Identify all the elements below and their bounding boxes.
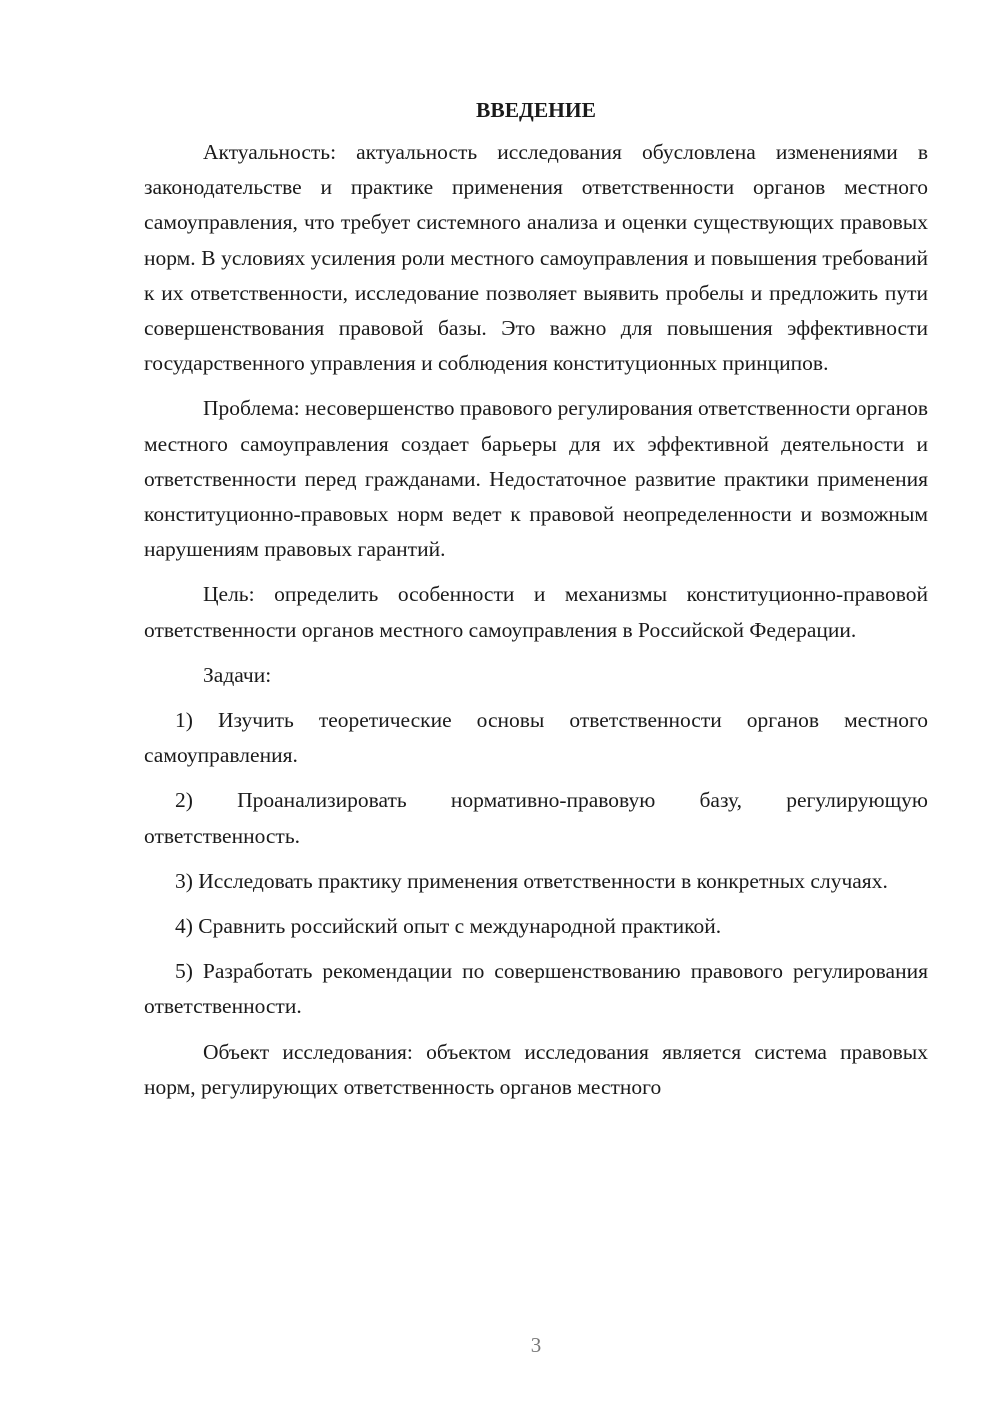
page-title: ВВЕДЕНИЕ (476, 98, 596, 122)
list-item-task-5: 5) Разработать рекомендации по совершенствованию правового регулирования ответственности. (144, 959, 928, 1019)
list-item-task-1: 1) Изучить теоретические основы ответственности органов местного самоуправления. (144, 708, 928, 768)
page-content (144, 94, 928, 1115)
list-item-task-2: 2) Проанализировать нормативно-правовую базу, регулирующую ответственность. (144, 788, 928, 848)
paragraph-problem: Проблема: несовершенство правового регулирования ответственности органов местного самоуправления создает барьеры для их эффективной деятельности и ответственности перед гражданами. Недостаточное развитие практики применения конституционно-правовых норм ведет к правовой неопределенности и возможным нарушениям правовых гарантий. (144, 396, 928, 562)
paragraph-tasks-heading: Задачи: (203, 662, 272, 687)
page-number: 3 (530, 1333, 542, 1357)
paragraph-goal: Цель: определить особенности и механизмы конституционно-правовой ответственности органов местного самоуправления в Российской Федерации. (144, 582, 928, 642)
list-item-task-4: 4) Сравнить российский опыт с международной практикой. (175, 914, 722, 939)
paragraph-object: Объект исследования: объектом исследования является система правовых норм, регулирующих ответственность органов местного (144, 1039, 928, 1099)
list-item-task-3: 3) Исследовать практику применения ответственности в конкретных случаях. (175, 868, 888, 893)
paragraph-relevance: Актуальность: актуальность исследования обусловлена изменениями в законодательстве и практике применения ответственности органов местного самоуправления, что требует системного анализа и оценки существующих правовых норм. В условиях усиления роли местного самоуправления и повышения требований к их ответственности, исследование позволяет выявить пробелы и предложить пути совершенствования правовой базы. Это важно для повышения эффективности государственного управления и соблюдения конституционных принципов. (144, 140, 928, 376)
